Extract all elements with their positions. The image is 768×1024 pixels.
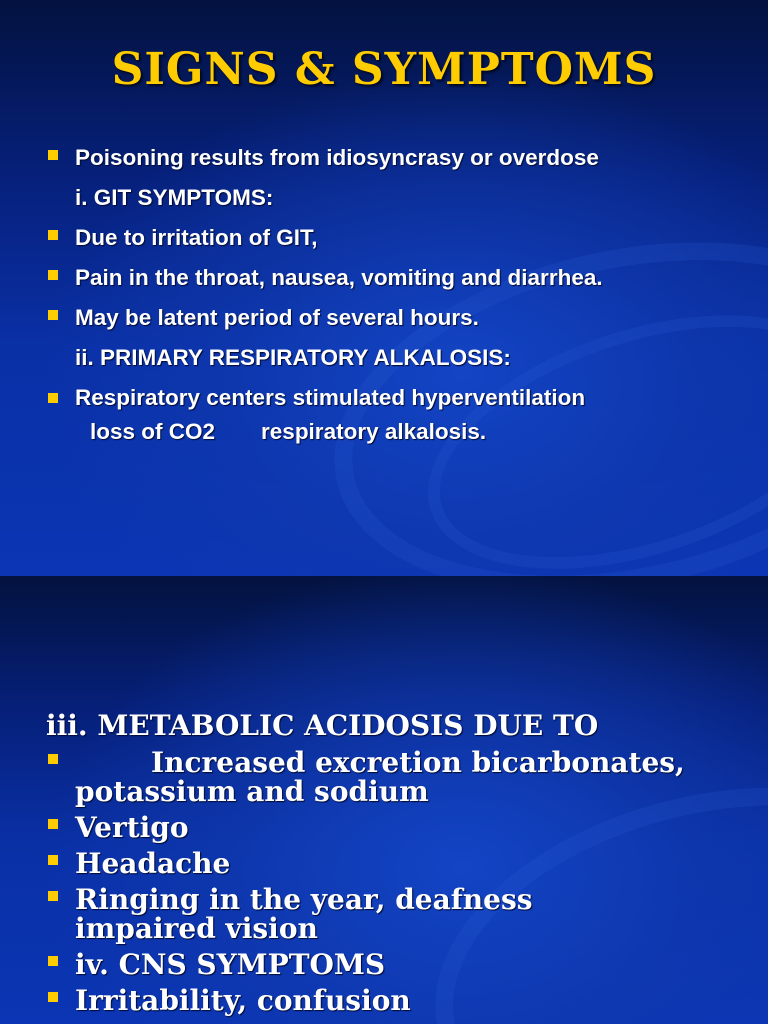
list-item [45, 813, 760, 842]
bullet-square-icon [48, 150, 58, 160]
list-item [45, 381, 745, 449]
list-item-text: Irritability, confusion [75, 984, 411, 1017]
list-item-text: i. GIT SYMPTOMS: [75, 185, 274, 210]
list-item [45, 849, 760, 878]
list-item-text: Poisoning results from idiosyncrasy or overdose [75, 145, 599, 170]
list-subheading [45, 184, 745, 224]
list-item-text: May be latent period of several hours. [75, 305, 479, 330]
slide-heading: iii. METABOLIC ACIDOSIS DUE TO [46, 709, 599, 742]
bullet-square-icon [48, 891, 58, 901]
bullet-square-icon [48, 393, 58, 403]
list-item-text: Due to irritation of GIT, [75, 225, 318, 250]
bullet-square-icon [48, 819, 58, 829]
bullet-square-icon [48, 754, 58, 764]
list-item [45, 950, 760, 979]
bullet-square-icon [48, 855, 58, 865]
list-item [45, 144, 745, 184]
bullet-square-icon [48, 270, 58, 280]
list-item [45, 264, 745, 304]
list-item-text: loss of CO2 [90, 419, 216, 444]
list-item-text: potassium and sodium [75, 775, 429, 808]
bullet-square-icon [48, 956, 58, 966]
list-item [45, 986, 760, 1015]
list-item [45, 304, 745, 344]
list-item-text: Ringing in the year, deafness [75, 883, 533, 916]
symptom-list [45, 144, 745, 449]
list-item-text: Increased excretion bicarbonates, [151, 746, 685, 779]
bullet-square-icon [48, 230, 58, 240]
symptom-list [45, 748, 760, 1022]
list-item-text: Vertigo [75, 811, 189, 844]
slide-metabolic-acidosis [0, 576, 768, 1024]
list-item-continuation [75, 415, 745, 449]
list-subheading [45, 344, 745, 384]
list-item [45, 748, 760, 806]
slide-title: SIGNS & SYMPTOMS [111, 44, 657, 95]
list-item [45, 224, 745, 264]
list-item-text: Respiratory centers stimulated hyperventilation [75, 385, 586, 410]
list-item-text: Headache [75, 847, 231, 880]
list-item [45, 885, 760, 943]
bullet-square-icon [48, 310, 58, 320]
bullet-square-icon [48, 992, 58, 1002]
list-item-text: iv. CNS SYMPTOMS [75, 948, 386, 981]
list-item-text: respiratory alkalosis. [261, 419, 487, 444]
list-item-text: Pain in the throat, nausea, vomiting and diarrhea. [75, 265, 603, 290]
list-item-text: impaired vision [75, 912, 318, 945]
list-item-text: ii. PRIMARY RESPIRATORY ALKALOSIS: [75, 345, 511, 370]
